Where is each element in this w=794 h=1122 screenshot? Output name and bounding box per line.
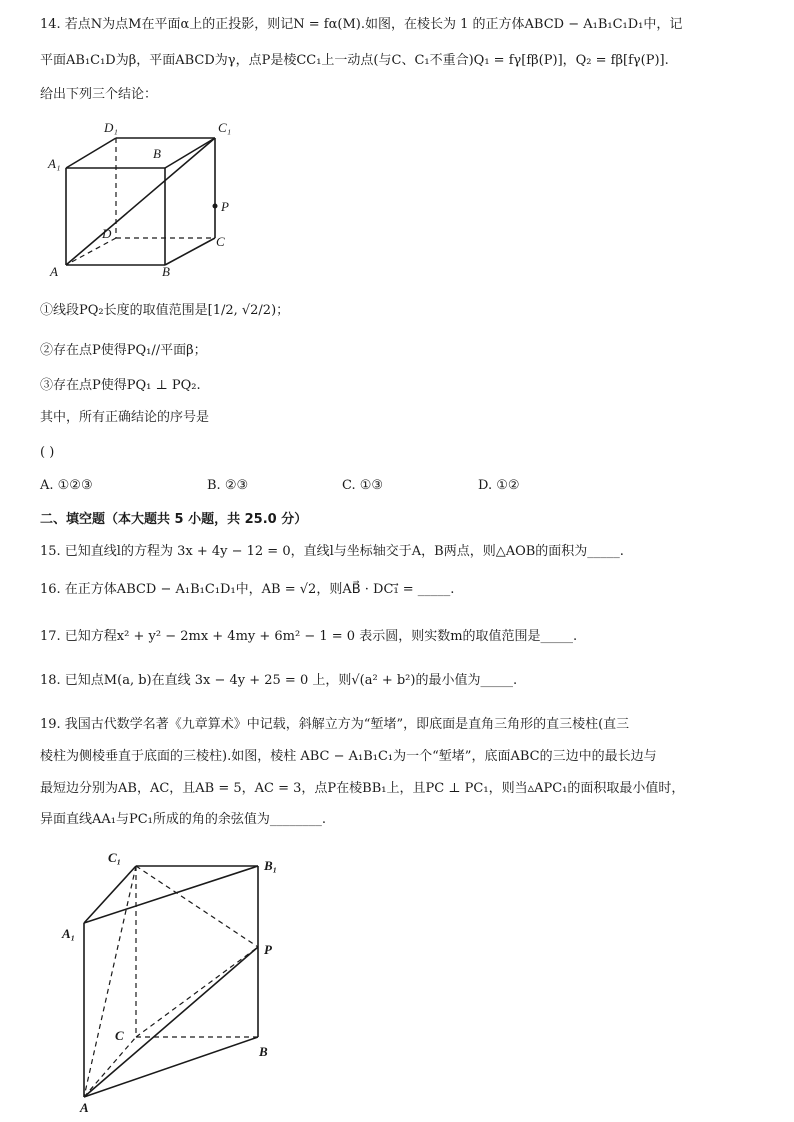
label-c: C: [216, 234, 225, 249]
label-b-top: B: [153, 146, 161, 161]
q14-option-a: A. ①②③: [40, 478, 93, 493]
edge-c1p-hidden: [136, 866, 258, 947]
label-c1: C₁: [108, 850, 122, 865]
label-p: P: [264, 942, 272, 957]
q19-line3: 最短边分别为AB，AC，且AB = 5，AC = 3，点P在棱BB₁上，且PC ⊥ PC₁，则当▵APC₁的面积取最小值时，: [40, 781, 685, 796]
label-p: P: [221, 199, 229, 214]
q19-line4: 异面直线AA₁与PC₁所成的角的余弦值为________.: [40, 812, 327, 827]
label-b1: B₁: [264, 858, 278, 873]
q14-option-d: D. ①②: [478, 478, 520, 493]
q14-line1: 14. 若点N为点M在平面α上的正投影，则记N = fα(M).如图，在棱长为 1 的正方体ABCD − A₁B₁C₁D₁中，记: [40, 17, 683, 32]
label-b: B: [259, 1044, 268, 1059]
label-a1: A₁: [62, 926, 76, 941]
q14-statement-1: ①线段PQ₂长度的取值范围是[1/2, √2/2)；: [40, 303, 290, 318]
q14-statement-2: ②存在点P使得PQ₁//平面β；: [40, 343, 207, 358]
q14-option-b: B. ②③: [207, 478, 249, 493]
q19-line2: 棱柱为侧棱垂直于底面的三棱柱).如图，棱柱 ABC − A₁B₁C₁为一个“堑堵”，底面ABC的三边中的最长边与: [40, 749, 657, 764]
label-b: B: [162, 264, 170, 279]
edge-cp-hidden: [136, 947, 258, 1037]
q16: 16. 在正方体ABCD − A₁B₁C₁D₁中，AB = √2，则AB⃗ · DC₁⃗ = _____.: [40, 582, 455, 597]
edge-ap: [84, 947, 258, 1097]
q18: 18. 已知点M(a, b)在直线 3x − 4y + 25 = 0 上，则√(a² + b²)的最小值为_____.: [40, 673, 518, 688]
q14-line3: 给出下列三个结论：: [40, 87, 158, 102]
label-d1: D₁: [104, 120, 118, 135]
q14-statement-3: ③存在点P使得PQ₁ ⊥ PQ₂.: [40, 378, 201, 393]
section-heading: 二、填空题（本大题共 5 小题，共 25.0 分）: [40, 512, 308, 527]
q14-answer-paren: ( ): [40, 445, 55, 460]
edge-c1a-hidden: [84, 866, 136, 1097]
q14-option-c: C. ①③: [342, 478, 384, 493]
label-a: A: [80, 1100, 89, 1115]
q17: 17. 已知方程x² + y² − 2mx + 4my + 6m² − 1 = 0 表示圆，则实数m的取值范围是_____.: [40, 629, 578, 644]
label-a1: A₁: [48, 156, 61, 171]
q14-question: 其中，所有正确结论的序号是: [40, 410, 210, 425]
q14-line2: 平面AB₁C₁D为β，平面ABCD为γ，点P是棱CC₁上一动点(与C、C₁不重合)Q₁ = fγ[fβ(P)]，Q₂ = fβ[fγ(P)].: [40, 53, 669, 68]
label-c: C: [115, 1028, 124, 1043]
label-a: A: [50, 264, 58, 279]
q15: 15. 已知直线l的方程为 3x + 4y − 12 = 0，直线l与坐标轴交于A，B两点，则△AOB的面积为_____.: [40, 544, 624, 559]
label-d: D: [102, 226, 112, 241]
q19-line1: 19. 我国古代数学名著《九章算术》中记载，斜解立方为“堑堵”，即底面是直角三角形的直三棱柱(直三: [40, 717, 630, 732]
label-c1: C₁: [218, 120, 232, 135]
